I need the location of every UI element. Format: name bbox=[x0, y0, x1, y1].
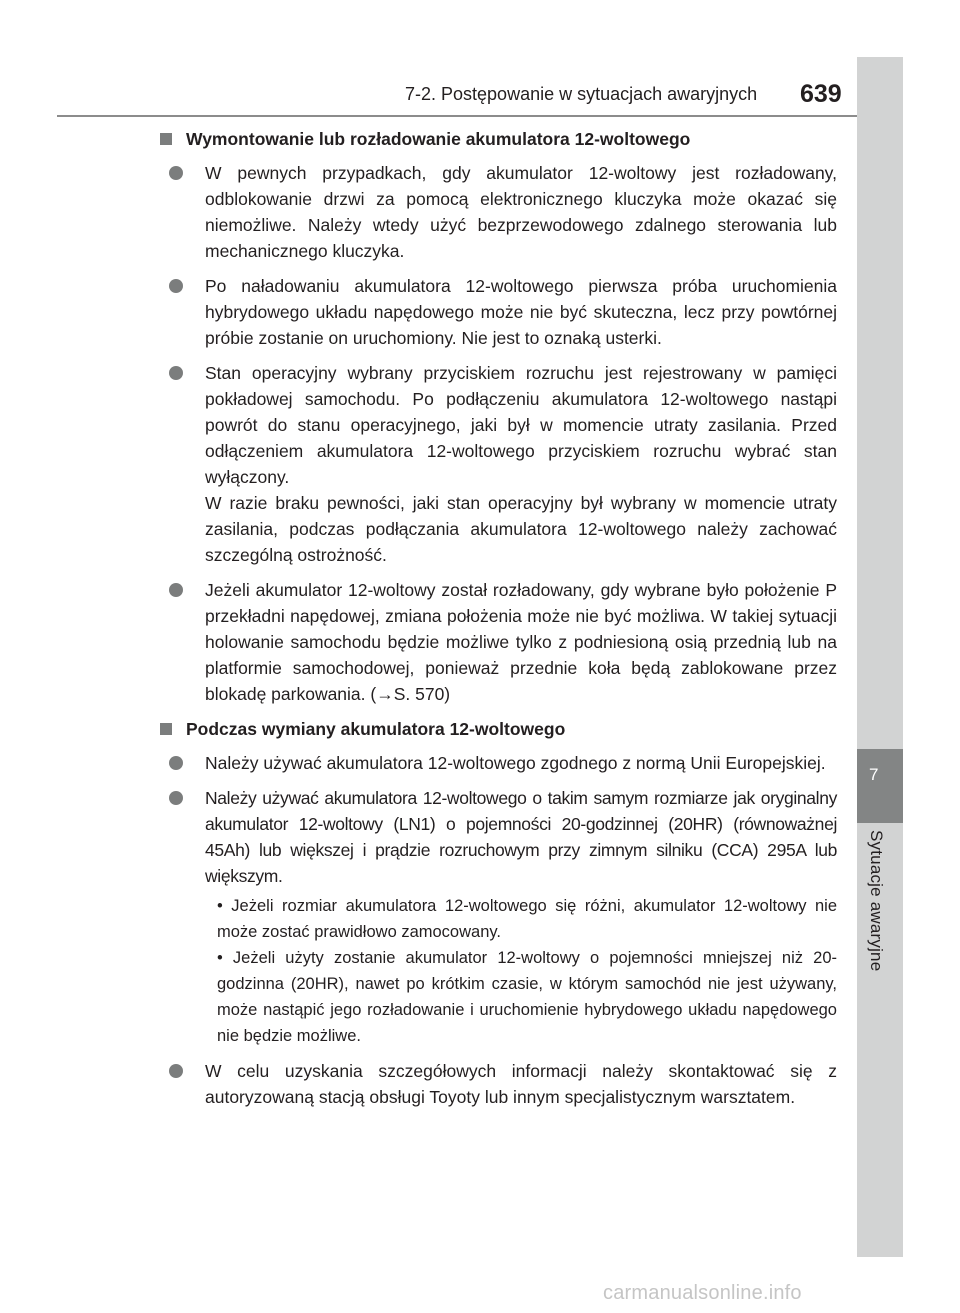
section-heading: Wymontowanie lub rozładowanie akumulatora 12-woltowego bbox=[160, 126, 837, 152]
bullet-item bbox=[160, 1058, 837, 1110]
bullet-item bbox=[160, 577, 837, 707]
bullet-item bbox=[160, 785, 837, 889]
bullet-text: Jeżeli akumulator 12-woltowy został rozładowany, gdy wybrane było położenie P przekładni napędowej, zmiana położenia może nie być możliwa. W takiej sytuacji holowanie samochodu będzie możliwe tylko z podniesioną osią przednią lub na platformie samochodowej, ponieważ przednie koła będą zablokowane przez blokadę parkowania. (→S. 570) bbox=[205, 580, 837, 704]
page-content bbox=[160, 126, 837, 1119]
circle-bullet-icon bbox=[169, 166, 183, 180]
circle-bullet-icon bbox=[169, 279, 183, 293]
sub-note bbox=[160, 893, 837, 945]
bullet-text: Stan operacyjny wybrany przyciskiem rozruchu jest rejestrowany w pamięci pokładowej samochodu. Po podłączeniu akumulatora 12-woltowego nastąpi powrót do stanu operacyjnego, jaki był w momencie utraty zasilania. Przed odłączeniem akumulatora 12-woltowego przyciskiem rozruchu wybrać stan wyłączony. bbox=[205, 363, 837, 487]
bullet-text: Po naładowaniu akumulatora 12-woltowego pierwsza próba uruchomienia hybrydowego układu napędowego może nie być skuteczna, lecz przy powtórnej próbie zostanie on uruchomiony. Nie jest to oznaką usterki. bbox=[205, 276, 837, 348]
bullet-text: W razie braku pewności, jaki stan operacyjny był wybrany w momencie utraty zasilania, podczas podłączania akumulatora 12-woltowego należy zachować szczególną ostrożność. bbox=[205, 493, 837, 565]
bullet-text: Należy używać akumulatora 12-woltowego zgodnego z normą Unii Europejskiej. bbox=[205, 753, 826, 773]
sidebar-band-upper bbox=[857, 57, 903, 749]
bullet-item bbox=[160, 750, 837, 776]
circle-bullet-icon bbox=[169, 756, 183, 770]
chapter-label: Sytuacje awaryjne bbox=[867, 830, 886, 972]
circle-bullet-icon bbox=[169, 1064, 183, 1078]
square-bullet-icon bbox=[160, 133, 172, 145]
square-bullet-icon bbox=[160, 723, 172, 735]
bullet-item bbox=[160, 273, 837, 351]
chapter-number: 7 bbox=[869, 765, 879, 784]
header-rule bbox=[57, 115, 860, 117]
page-number: 639 bbox=[800, 80, 842, 108]
circle-bullet-icon bbox=[169, 583, 183, 597]
sub-note bbox=[160, 945, 837, 1049]
bullet-text: W pewnych przypadkach, gdy akumulator 12-woltowy jest rozładowany, odblokowanie drzwi za pomocą elektronicznego kluczyka może okazać się niemożliwe. Należy wtedy użyć bezprzewodowego zdalnego sterowania lub mechanicznego kluczyka. bbox=[205, 163, 837, 261]
sub-note-text: • Jeżeli użyty zostanie akumulator 12-woltowy o pojemności mniejszej niż 20-godzinna (20HR), nawet po krótkim czasie, w którym samochód nie jest używany, może nastąpić jego rozładowanie i uruchomienie hybrydowego układu napędowego nie będzie możliwe. bbox=[217, 949, 837, 1045]
running-header: 7-2. Postępowanie w sytuacjach awaryjnych bbox=[405, 84, 758, 104]
section-heading: Podczas wymiany akumulatora 12-woltowego bbox=[160, 716, 837, 742]
bullet-item bbox=[160, 360, 837, 568]
watermark: carmanualsonline.info bbox=[603, 1282, 802, 1304]
bullet-item bbox=[160, 160, 837, 264]
bullet-text: Należy używać akumulatora 12-woltowego o takim samym rozmiarze jak oryginalny akumulator 12-woltowy (LN1) o pojemności 20-godzinnej (20HR) (równoważnej 45Ah) lub większej i prądzie rozruchowym przy zimnym silniku (CCA) 295A lub większym. bbox=[205, 788, 837, 886]
circle-bullet-icon bbox=[169, 366, 183, 380]
circle-bullet-icon bbox=[169, 791, 183, 805]
bullet-text: W celu uzyskania szczegółowych informacji należy skontaktować się z autoryzowaną stacją obsługi Toyoty lub innym specjalistycznym warsztatem. bbox=[205, 1061, 837, 1107]
sub-note-text: • Jeżeli rozmiar akumulatora 12-woltowego się różni, akumulator 12-woltowy nie może zostać prawidłowo zamocowany. bbox=[217, 897, 837, 941]
chapter-tab bbox=[857, 749, 903, 823]
